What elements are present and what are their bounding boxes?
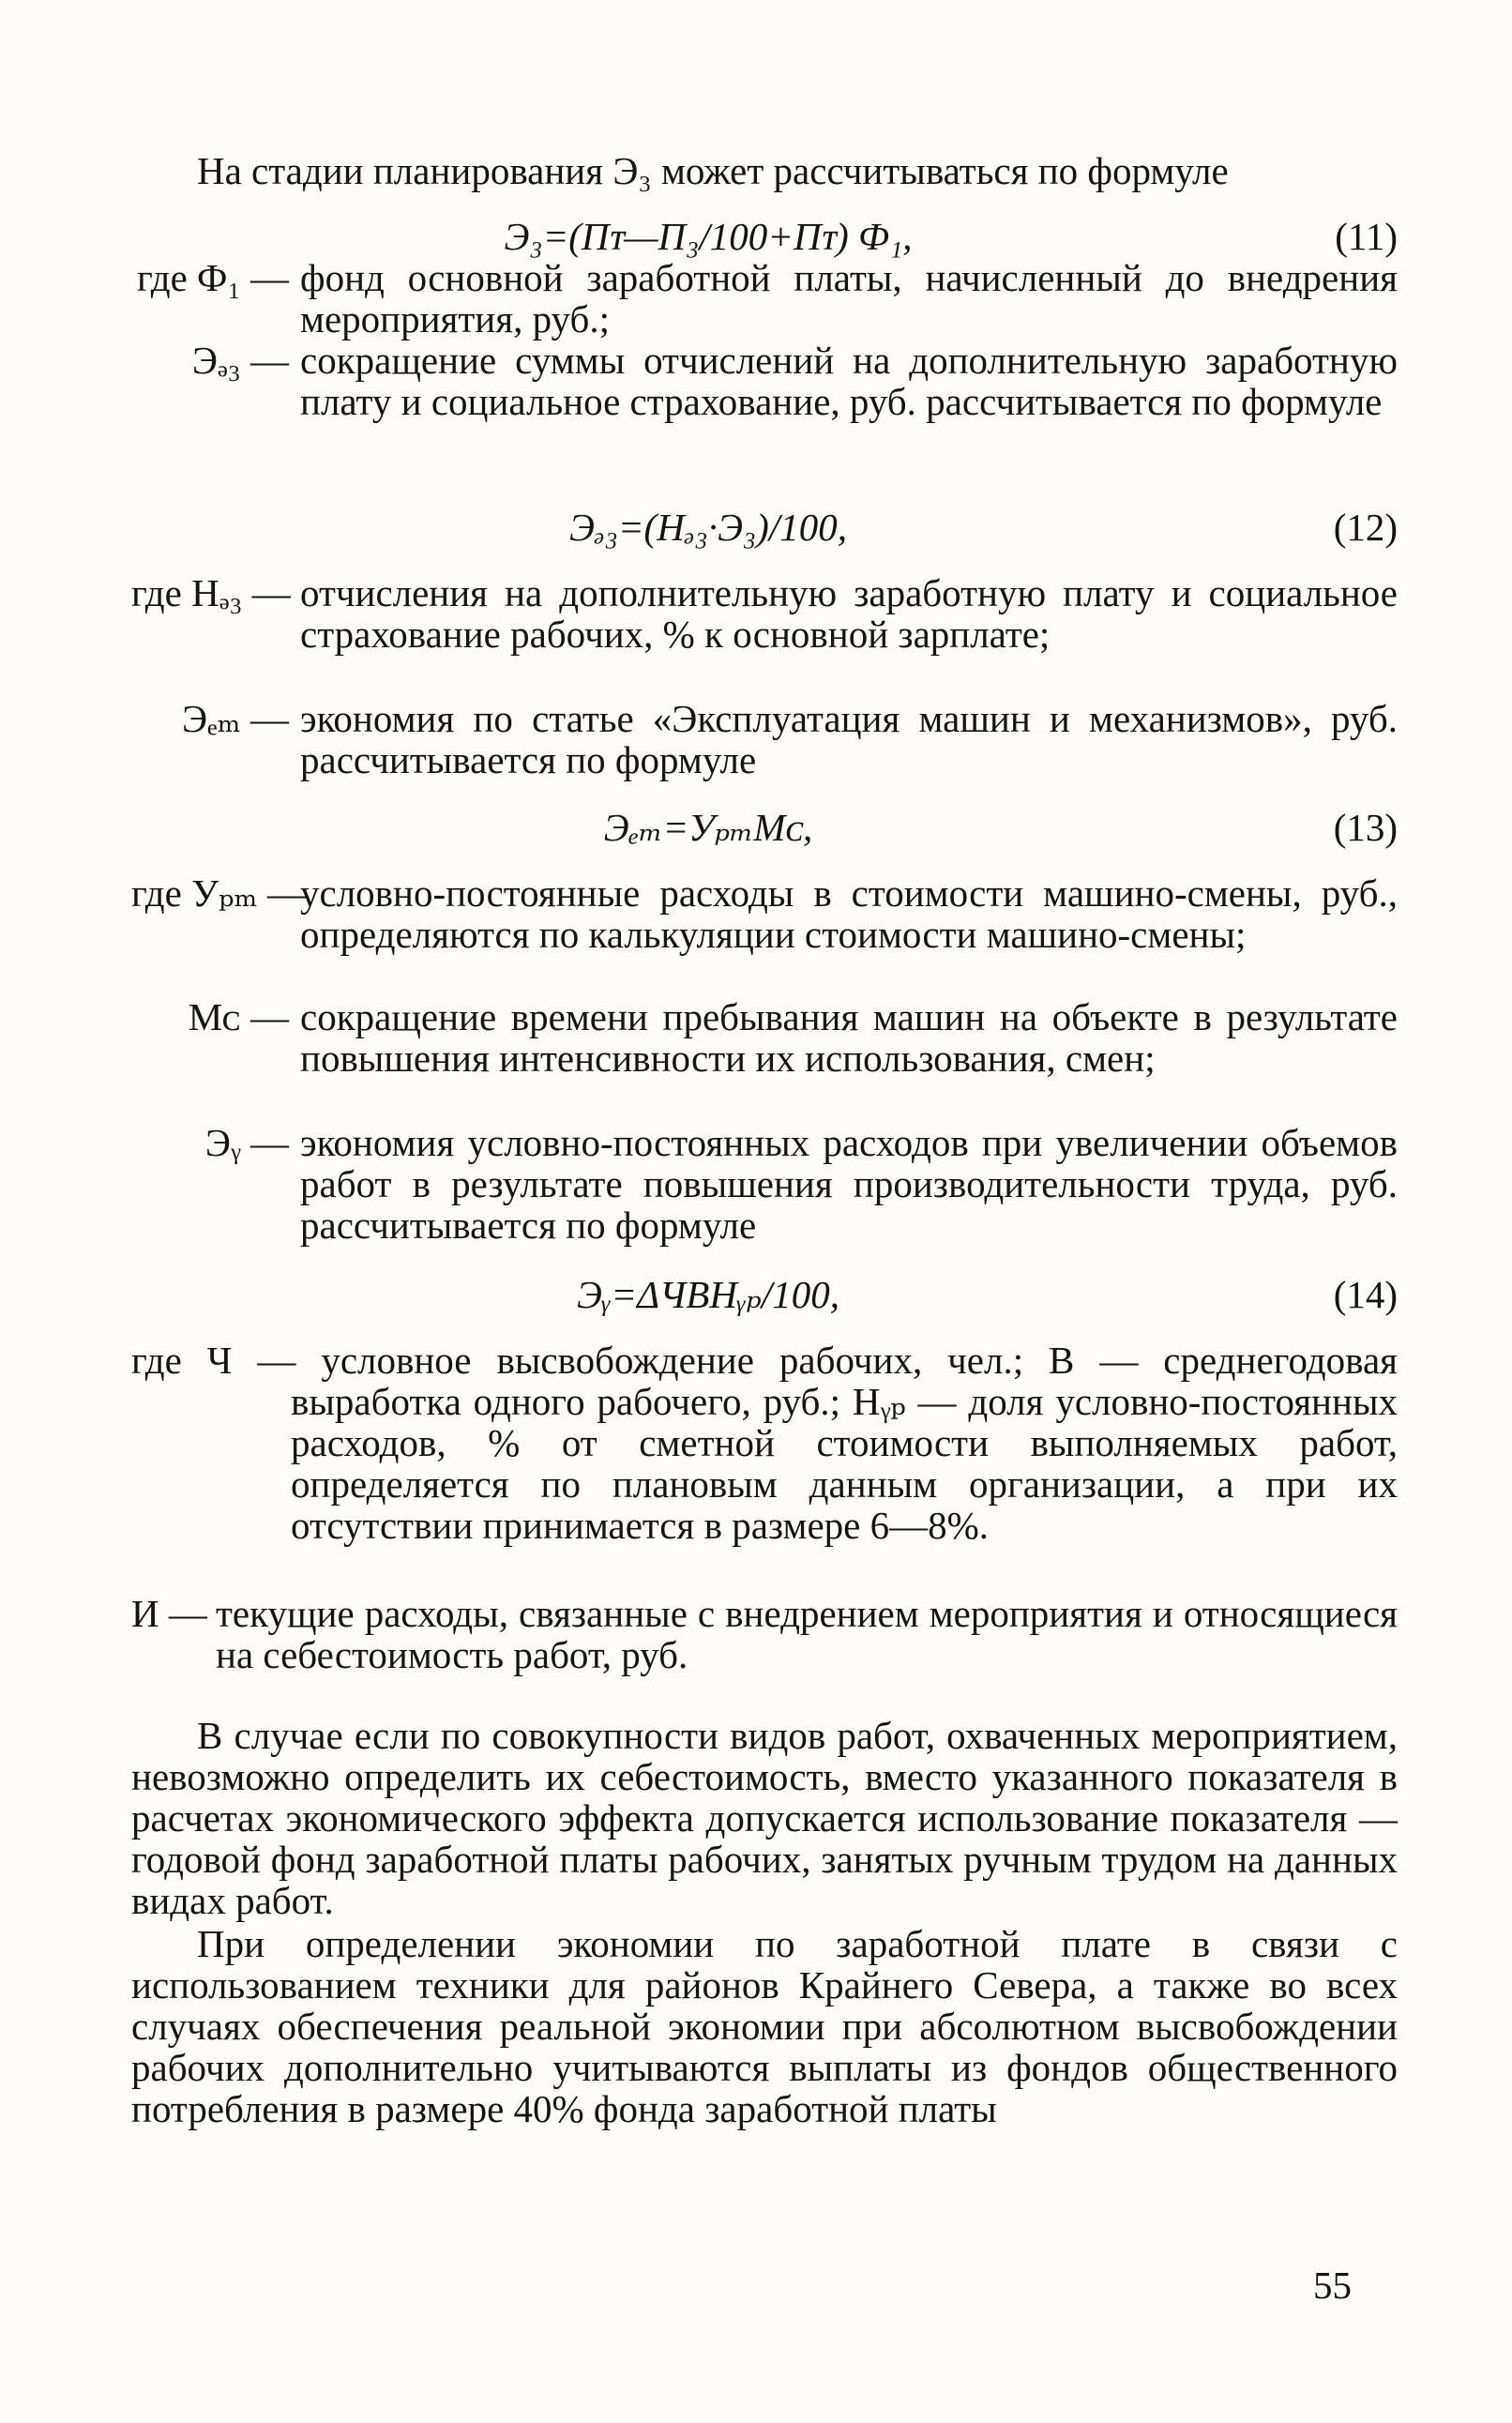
definition-term: Эᵧ — (204, 1121, 289, 1164)
definition-mc (131, 996, 1398, 1079)
definition-term: Эₑₘ — (182, 697, 289, 740)
definition-ch-block: где Ч — условное высвобождение рабочих, чел.; В — среднегодовая выработка одного рабочего, руб.; Нᵧₚ — доля условно-постоянных расходов, % от сметной стоимости выполняемых работ, определяется по плановым данным организации, а при их отсутствии принимается в размере 6—8%. (131, 1339, 1398, 1547)
definition-term: Эₔ₃ — (191, 339, 289, 382)
definition-text: отчисления на дополнительную заработную плату и социальное страхование рабочих, % к основной зарплате; (300, 571, 1398, 656)
definition-edz (131, 340, 1398, 422)
definition-eem (131, 698, 1398, 780)
formula-expression: Эₔ₃=(Нₔ₃·Э₃)/100, (569, 506, 847, 549)
definition-term: где Уₚₘ — (131, 871, 306, 915)
definition-term: где Нₔ₃ — (131, 571, 291, 614)
formula-12 (131, 507, 1398, 548)
formula-13 (131, 807, 1398, 848)
formula-expression: Эᵧ=ΔЧВНᵧₚ/100, (577, 1273, 839, 1316)
intro-line: На стадии планирования Э₃ может рассчитываться по формуле (197, 149, 1229, 192)
formula-number: (13) (1333, 806, 1398, 849)
definition-text: фонд основной заработной платы, начисленный до внедрения мероприятия, руб.; (300, 256, 1398, 341)
definition-eu (131, 1122, 1398, 1246)
paragraph-1: В случае если по совокупности видов работ, охваченных мероприятием, невозможно определить их себестоимость, вместо указанного показателя в расчетах экономического эффекта допускается использование показателя — годовой фонд заработной платы рабочих, занятых ручным трудом на данных видах работ. (131, 1714, 1398, 1922)
definition-text: экономия по статье «Эксплуатация машин и механизмов», руб. рассчитывается по формуле (300, 697, 1398, 781)
formula-expression: Эₑₘ=УₚₘМᴄ, (603, 806, 813, 849)
definition-text: сокращение времени пребывания машин на объекте в результате повышения интенсивности их использования, смен; (300, 995, 1398, 1080)
definition-term: Мᴄ — (188, 995, 289, 1038)
definition-text: условно-постоянные расходы в стоимости машино-смены, руб., определяются по калькуляции стоимости машино-смены; (300, 871, 1398, 956)
formula-11 (131, 216, 1398, 257)
definition-text: текущие расходы, связанные с внедрением мероприятия и относящиеся на себестоимость работ, руб. (216, 1592, 1398, 1676)
definition-i (131, 1593, 1398, 1675)
definition-term: где Ф₁ — (136, 256, 289, 299)
formula-number: (11) (1335, 215, 1398, 258)
definition-upm (131, 872, 1398, 955)
formula-expression: Э₃=(Пᴛ—П₃/100+Пᴛ) Ф₁, (504, 215, 913, 258)
definition-text: экономия условно-постоянных расходов при увеличении объемов работ в результате повышения производительности труда, руб. рассчитывается по формуле (300, 1121, 1398, 1247)
paragraph-2: При определении экономии по заработной плате в связи с использованием техники для районов Крайнего Севера, а также во всех случаях обеспечения реальной экономии при абсолютном высвобождении рабочих дополнительно учитываются выплаты из фондов общественного потребления в размере 40% фонда заработной платы (131, 1922, 1398, 2130)
definition-f1 (131, 257, 1398, 340)
definition-text: сокращение суммы отчислений на дополнительную заработную плату и социальное страхование, руб. рассчитывается по формуле (300, 339, 1398, 423)
definition-term: И — (131, 1592, 207, 1635)
formula-14 (131, 1274, 1398, 1315)
formula-number: (12) (1333, 506, 1398, 549)
formula-number: (14) (1333, 1273, 1398, 1316)
page-number: 55 (1313, 2264, 1352, 2307)
definition-ndz (131, 572, 1398, 655)
